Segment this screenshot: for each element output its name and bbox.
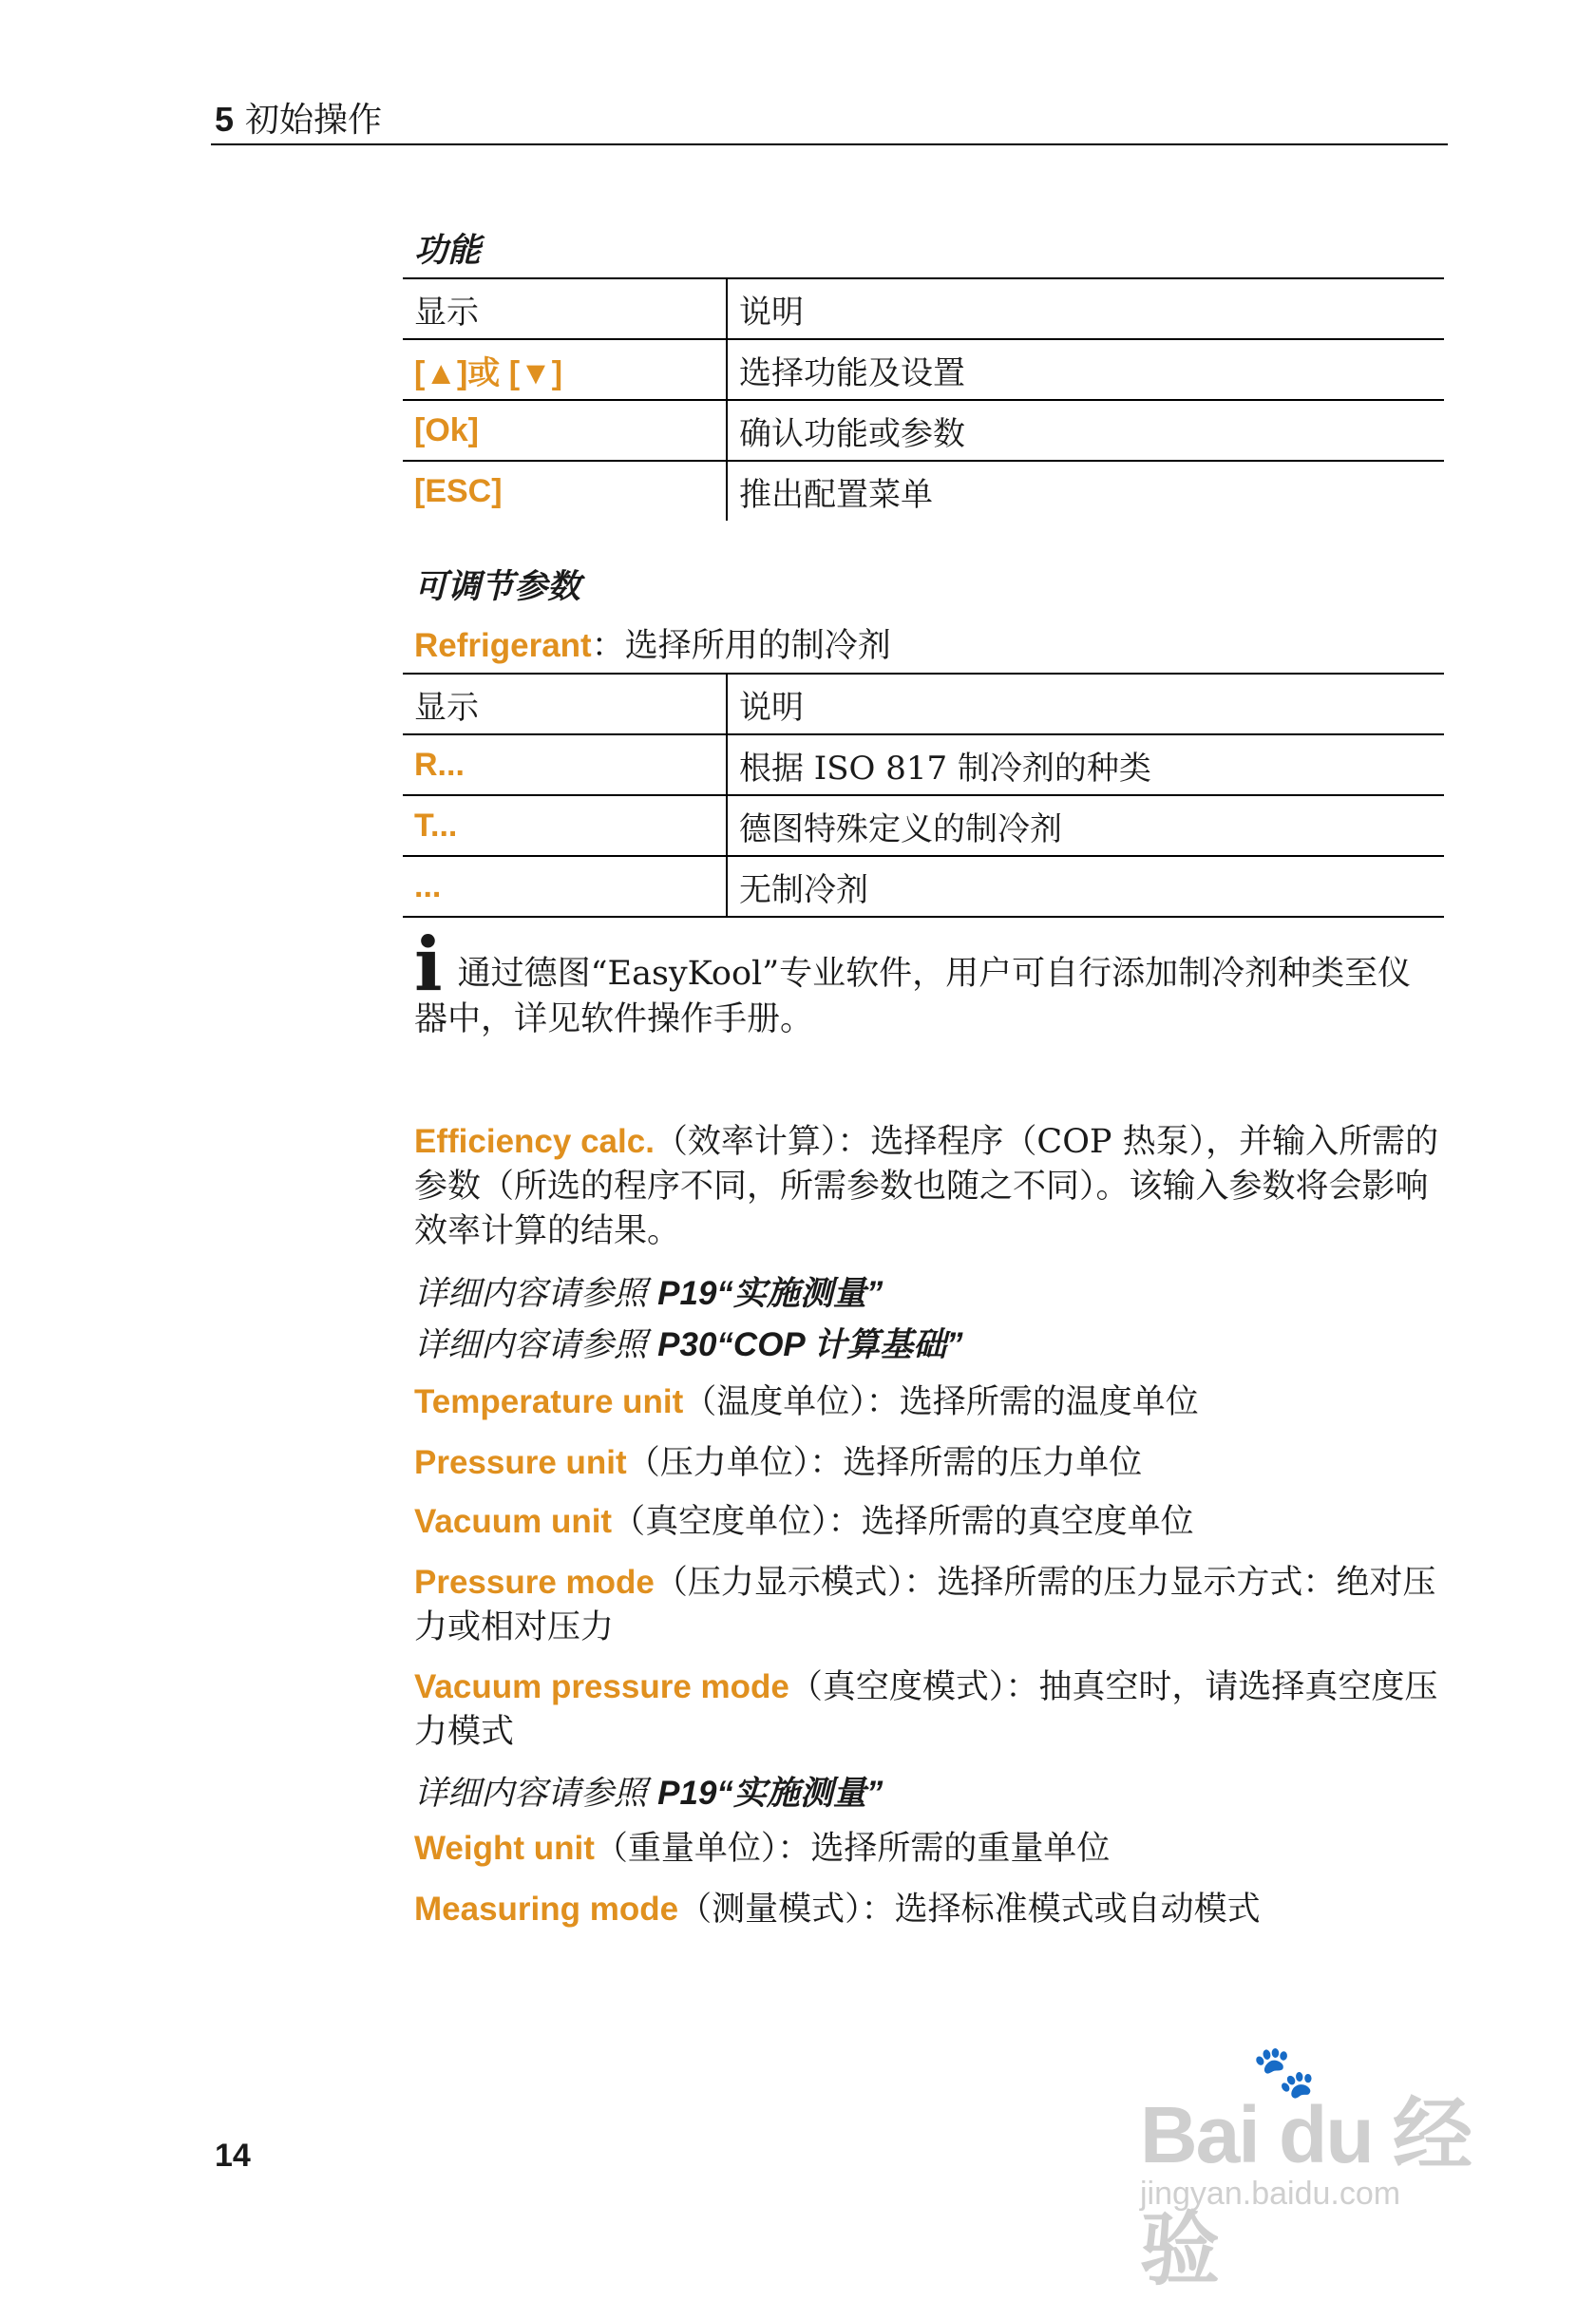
- refrigerant-text: ：选择所用的制冷剂: [591, 627, 891, 665]
- reference-p30: [414, 1319, 963, 1366]
- chapter-title: [215, 93, 382, 142]
- table-row: [403, 856, 1444, 917]
- efficiency-paragraph: [414, 1119, 1440, 1254]
- refrigerant-key-r: R...: [414, 747, 465, 783]
- weight-unit-text: （重量单位）：选择所需的重量单位: [594, 1830, 1111, 1868]
- reference-prefix: 详细内容请参照: [414, 1326, 658, 1364]
- watermark-brand: Bai du 经验: [1140, 2090, 1472, 2294]
- info-note: [414, 922, 1440, 1042]
- row-description: 推出配置菜单: [727, 461, 1444, 521]
- key-ok: [Ok]: [414, 412, 479, 448]
- vacuum-pressure-mode-paragraph: [414, 1664, 1440, 1755]
- baidu-watermark: [1140, 2043, 1520, 2294]
- vacuum-unit-label: Vacuum unit: [414, 1503, 613, 1540]
- weight-unit-label: Weight unit: [414, 1830, 595, 1867]
- efficiency-text: （效率计算）：选择程序（COP 热泵），并输入所需的参数（所选的程序不同，所需参数也随之不同）。该输入参数将会影响效率计算的结果。: [414, 1123, 1439, 1250]
- reference-p19: [414, 1267, 883, 1315]
- reference-prefix: 详细内容请参照: [414, 1275, 658, 1313]
- functions-table: [403, 277, 1444, 521]
- table-row: [403, 795, 1444, 856]
- table-row: [403, 339, 1444, 400]
- vacuum-pressure-mode-text: （真空度模式）：抽真空时，请选择真空度压力模式: [414, 1668, 1438, 1751]
- pressure-mode-label: Pressure mode: [414, 1564, 655, 1601]
- temperature-unit-line: [414, 1379, 1440, 1425]
- measuring-mode-text: （测量模式）：选择标准模式或自动模式: [678, 1891, 1261, 1929]
- pressure-unit-label: Pressure unit: [414, 1444, 627, 1481]
- refrigerant-table: [403, 673, 1444, 918]
- table-row: [403, 461, 1444, 521]
- pressure-mode-paragraph: [414, 1560, 1440, 1650]
- reference-prefix: 详细内容请参照: [414, 1775, 658, 1813]
- paw-icon: 🐾: [1252, 2044, 1317, 2101]
- watermark-url: jingyan.baidu.com: [1140, 2176, 1401, 2212]
- pressure-unit-line: [414, 1440, 1440, 1486]
- vacuum-pressure-mode-label: Vacuum pressure mode: [414, 1668, 789, 1705]
- row-description: 确认功能或参数: [727, 400, 1444, 461]
- column-header-display: 显示: [403, 674, 727, 734]
- chapter-name: 初始操作: [245, 100, 383, 139]
- vacuum-unit-line: [414, 1499, 1440, 1545]
- chapter-number: 5: [215, 100, 235, 139]
- row-description: 根据 ISO 817 制冷剂的种类: [727, 734, 1444, 795]
- functions-heading: 功能: [414, 231, 482, 270]
- refrigerant-key-none: ...: [414, 868, 442, 904]
- temperature-unit-text: （温度单位）：选择所需的温度单位: [683, 1383, 1199, 1421]
- column-header-display: 显示: [403, 278, 727, 339]
- row-description: 选择功能及设置: [727, 339, 1444, 400]
- header-rule: [211, 143, 1448, 145]
- weight-unit-line: [414, 1826, 1440, 1872]
- parameters-heading: 可调节参数: [414, 567, 581, 606]
- table-row: [403, 400, 1444, 461]
- note-text: 通过德图“EasyKool”专业软件，用户可自行添加制冷剂种类至仪器中，详见软件操作手册。: [414, 955, 1412, 1038]
- reference-p19-second: [414, 1767, 883, 1815]
- vacuum-unit-text: （真空度单位）：选择所需的真空度单位: [612, 1503, 1194, 1541]
- refrigerant-line: [414, 619, 891, 667]
- refrigerant-key-t: T...: [414, 808, 458, 844]
- pressure-unit-text: （压力单位）：选择所需的压力单位: [626, 1444, 1143, 1482]
- reference-target: P19“实施测量”: [657, 1275, 884, 1312]
- table-header-row: [403, 278, 1444, 339]
- pressure-mode-text: （压力显示模式）：选择所需的压力显示方式：绝对压力或相对压力: [414, 1564, 1436, 1646]
- measuring-mode-label: Measuring mode: [414, 1891, 679, 1928]
- reference-target: P19“实施测量”: [657, 1775, 884, 1812]
- row-description: 德图特殊定义的制冷剂: [727, 795, 1444, 856]
- page-number: 14: [215, 2138, 251, 2174]
- reference-target: P30“COP 计算基础”: [657, 1326, 963, 1363]
- measuring-mode-line: [414, 1887, 1440, 1932]
- key-up-down: [▲]或 [▼]: [414, 354, 563, 391]
- table-header-row: [403, 674, 1444, 734]
- refrigerant-label: Refrigerant: [414, 627, 592, 664]
- temperature-unit-label: Temperature unit: [414, 1383, 684, 1420]
- column-header-description: 说明: [727, 674, 1444, 734]
- column-header-description: 说明: [727, 278, 1444, 339]
- row-description: 无制冷剂: [727, 856, 1444, 917]
- table-row: [403, 734, 1444, 795]
- key-esc: [ESC]: [414, 473, 503, 509]
- efficiency-label: Efficiency calc.: [414, 1123, 655, 1160]
- info-icon: i: [414, 922, 443, 1008]
